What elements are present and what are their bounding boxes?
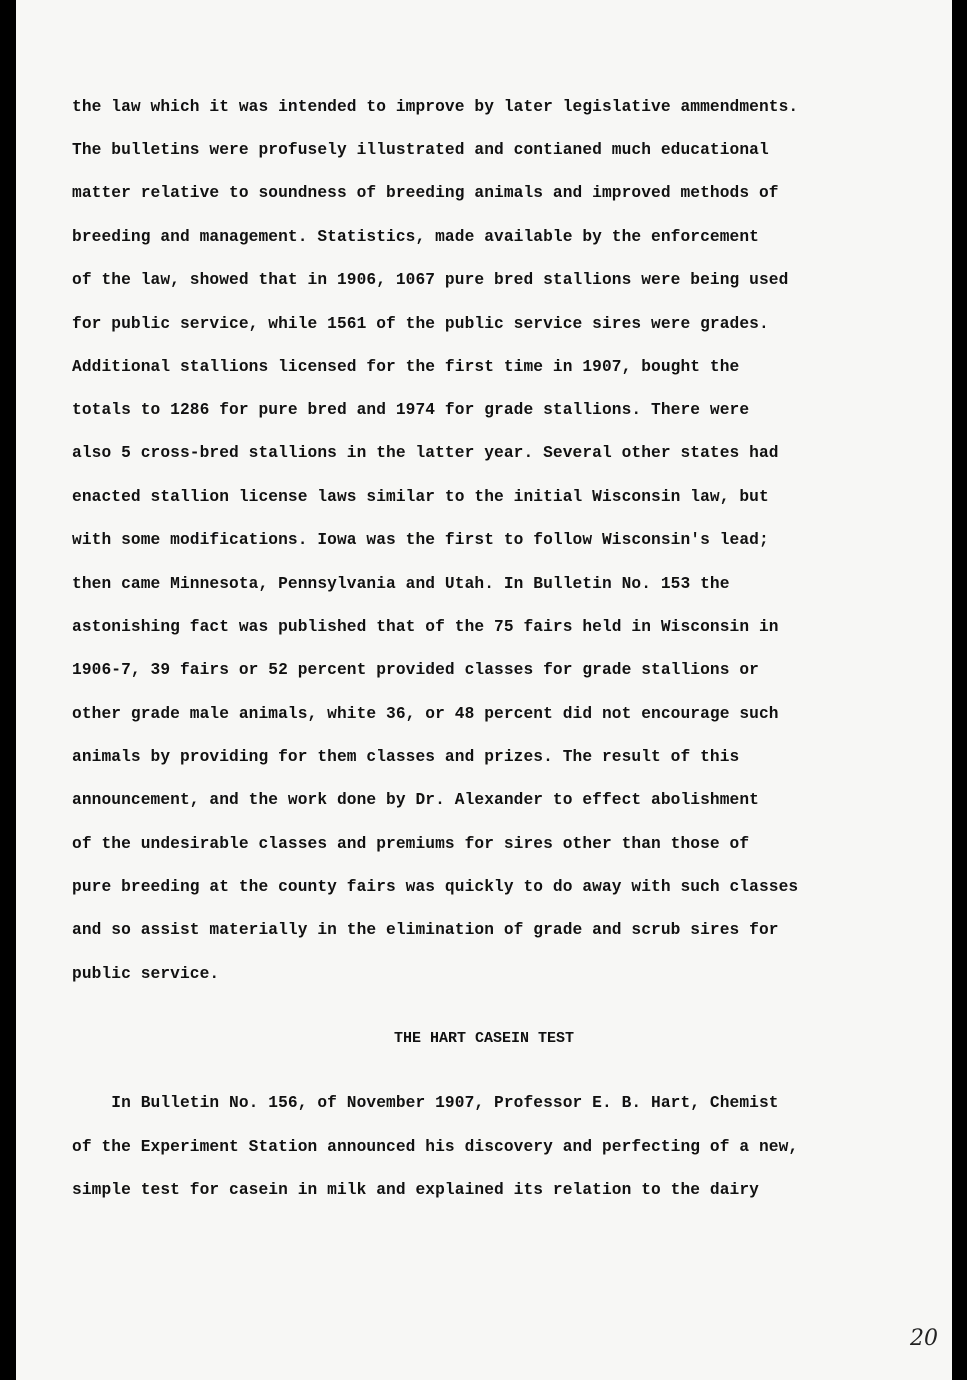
body-line-8: totals to 1286 for pure bred and 1974 for grade stallions. There were [72, 401, 750, 419]
document-page [16, 0, 952, 1380]
body-line-18: of the undesirable classes and premiums for sires other than those of [72, 835, 750, 853]
section-line-1: In Bulletin No. 156, of November 1907, Professor E. B. Hart, Chemist [72, 1094, 779, 1112]
body-line-7: Additional stallions licensed for the first time in 1907, bought the [72, 358, 740, 376]
section-heading: THE HART CASEIN TEST [393, 1030, 575, 1047]
body-line-3: matter relative to soundness of breeding animals and improved methods of [72, 184, 779, 202]
body-line-14: 1906-7, 39 fairs or 52 percent provided classes for grade stallions or [72, 661, 759, 679]
section-line-3: simple test for casein in milk and explained its relation to the dairy [72, 1181, 759, 1199]
body-line-4: breeding and management. Statistics, made available by the enforcement [72, 228, 759, 246]
body-line-9: also 5 cross-bred stallions in the latter year. Several other states had [72, 444, 779, 462]
body-line-2: The bulletins were profusely illustrated and contianed much educational [72, 141, 769, 159]
body-line-16: animals by providing for them classes and prizes. The result of this [72, 748, 740, 766]
body-line-6: for public service, while 1561 of the public service sires were grades. [72, 315, 769, 333]
body-line-5: of the law, showed that in 1906, 1067 pure bred stallions were being used [72, 271, 789, 289]
body-line-11: with some modifications. Iowa was the first to follow Wisconsin's lead; [72, 531, 769, 549]
body-line-1: the law which it was intended to improve by later legislative ammendments. [72, 98, 799, 116]
body-line-17: announcement, and the work done by Dr. Alexander to effect abolishment [72, 791, 759, 809]
body-line-21: public service. [72, 965, 220, 983]
body-line-13: astonishing fact was published that of the 75 fairs held in Wisconsin in [72, 618, 779, 636]
body-line-19: pure breeding at the county fairs was quickly to do away with such classes [72, 878, 799, 896]
body-line-10: enacted stallion license laws similar to the initial Wisconsin law, but [72, 488, 769, 506]
body-line-20: and so assist materially in the elimination of grade and scrub sires for [72, 921, 779, 939]
body-line-12: then came Minnesota, Pennsylvania and Utah. In Bulletin No. 153 the [72, 575, 730, 593]
body-line-15: other grade male animals, white 36, or 48 percent did not encourage such [72, 705, 779, 723]
page-number: 20 [910, 1326, 938, 1351]
section-line-2: of the Experiment Station announced his discovery and perfecting of a new, [72, 1138, 799, 1156]
